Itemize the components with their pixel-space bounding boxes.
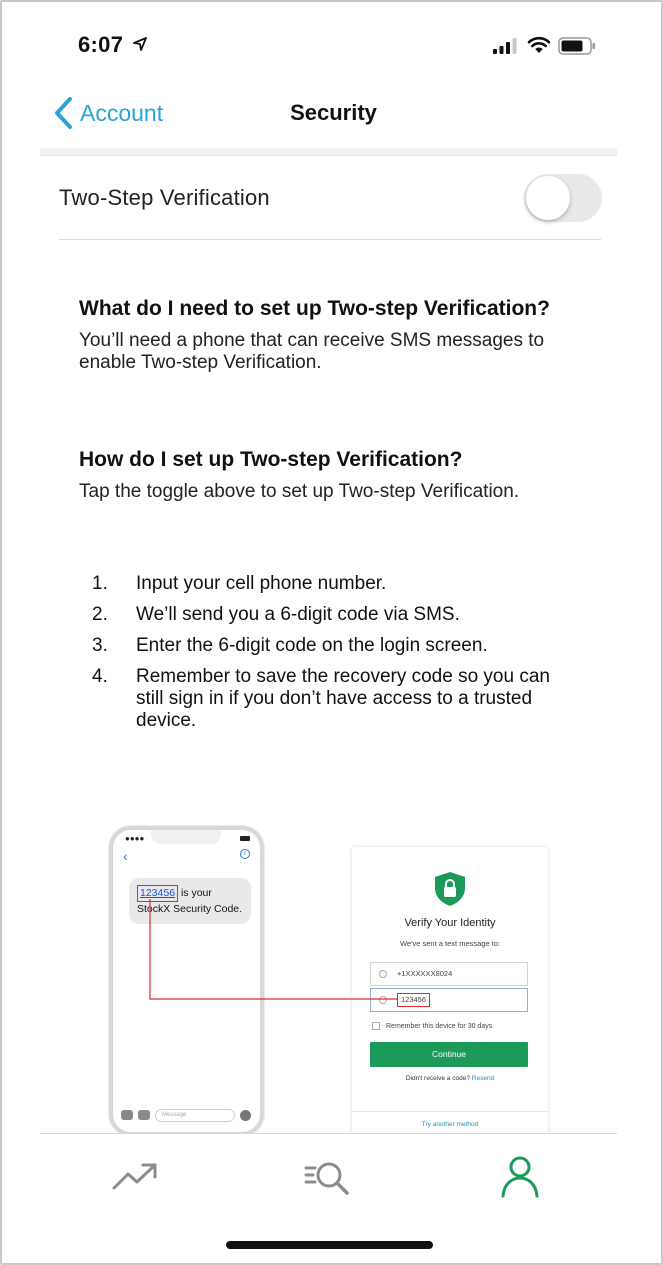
list-item [92, 604, 582, 626]
remember-device-check [372, 1022, 492, 1030]
location-arrow-icon [133, 37, 147, 51]
no-code-text: Didn't receive a code? [405, 1075, 470, 1082]
resend-line [352, 1075, 548, 1082]
sms-text: is your StockX Security Code. [137, 887, 243, 915]
resend-link: Resend [471, 1075, 495, 1082]
nav-divider [40, 148, 617, 156]
two-step-verification-toggle[interactable] [524, 174, 602, 222]
continue-button: Continue [370, 1042, 528, 1067]
remember-label: Remember this device for 30 days [386, 1022, 493, 1030]
code-field [370, 988, 528, 1012]
phone-message-toolbar [121, 1108, 251, 1122]
camera-icon [121, 1110, 133, 1120]
faq-question: What do I need to set up Two-step Verification? [79, 297, 550, 320]
step-number: 3. [92, 635, 108, 656]
step-number: 1. [92, 573, 108, 594]
step-text: Enter the 6-digit code on the login screen. [136, 635, 488, 656]
list-item [92, 635, 582, 657]
phone-masked: +1XXXXXX8024 [397, 969, 453, 978]
faq-answer: You’ll need a phone that can receive SMS messages to enable Two-step Verification. [79, 330, 545, 373]
tab-trends[interactable] [110, 1154, 162, 1200]
phone-number-field [370, 962, 528, 986]
phone-icon [379, 970, 387, 978]
faq-question: How do I set up Two-step Verification? [79, 448, 463, 471]
step-number: 2. [92, 604, 108, 625]
phone-sms-mockup [109, 826, 264, 1136]
apps-icon [138, 1110, 150, 1120]
two-step-verification-row [59, 166, 602, 230]
battery-icon [558, 37, 596, 55]
key-icon [379, 996, 387, 1004]
phone-battery-icon [240, 836, 250, 841]
mic-icon [240, 1110, 251, 1121]
faq-answer: Tap the toggle above to set up Two-step Verification. [79, 481, 520, 502]
list-item [92, 666, 582, 732]
checkbox [372, 1022, 380, 1030]
step-text: Remember to save the recovery code so you can still sign in if you don’t have access to a trusted device. [136, 666, 550, 731]
setup-steps-list [92, 573, 582, 741]
verify-subtitle: We've sent a text message to: [399, 939, 501, 948]
phone-back-icon: ‹ [123, 848, 128, 864]
phone-info-icon: i [240, 849, 250, 859]
toggle-knob [526, 176, 570, 220]
list-item [92, 573, 582, 595]
two-step-verification-label: Two-Step Verification [59, 185, 270, 210]
message-field: Message [155, 1109, 235, 1122]
step-number: 4. [92, 666, 108, 687]
faq-section-requirements [79, 297, 589, 374]
phone-signal-icon: ●●●● [125, 834, 145, 843]
tab-bar [40, 1133, 617, 1213]
tab-search[interactable] [302, 1154, 354, 1200]
shield-lock-icon [434, 871, 466, 907]
sms-bubble [129, 878, 251, 924]
entered-code: 123456 [397, 993, 430, 1007]
cellular-signal-icon [493, 38, 517, 54]
verify-identity-mockup [352, 847, 548, 1135]
step-text: We’ll send you a 6-digit code via SMS. [136, 604, 460, 625]
sms-code: 123456 [137, 885, 178, 902]
tab-account[interactable] [494, 1154, 546, 1200]
step-text: Input your cell phone number. [136, 573, 387, 594]
wifi-icon [527, 35, 551, 54]
verification-illustration [102, 820, 562, 1135]
verify-title: Verify Your Identity [404, 917, 496, 929]
page-title: Security [290, 100, 377, 125]
try-another-method: Try another method [421, 1121, 479, 1128]
home-indicator[interactable] [226, 1241, 433, 1249]
row-divider [59, 239, 601, 240]
phone-notch [151, 830, 221, 844]
faq-section-setup [79, 448, 589, 503]
mockup-divider [352, 1111, 548, 1112]
status-time: 6:07 [78, 32, 124, 57]
back-button-label: Account [80, 99, 164, 126]
